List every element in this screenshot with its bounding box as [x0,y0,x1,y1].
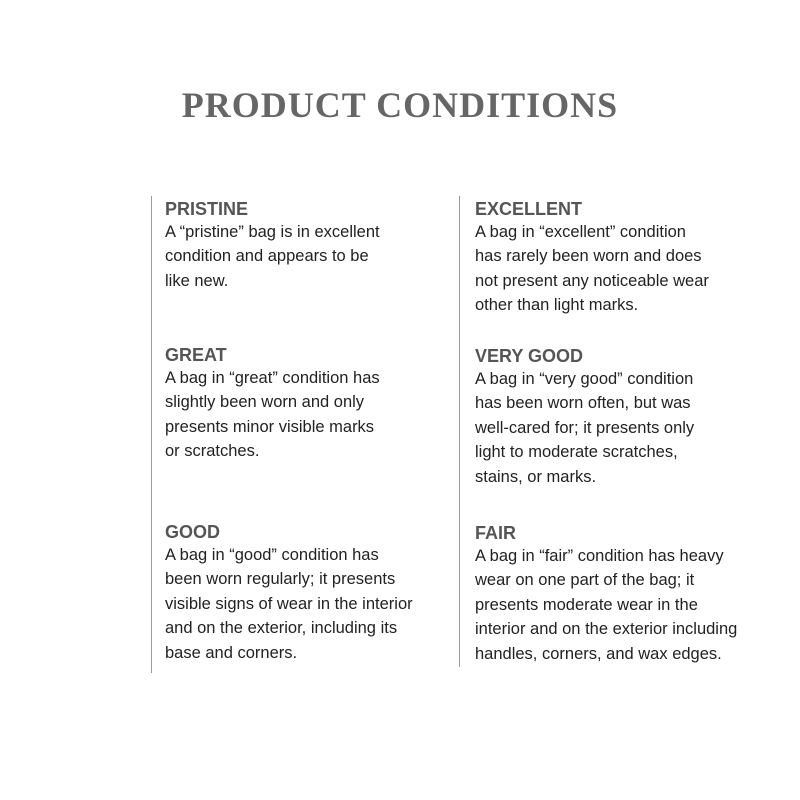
condition-description: A bag in “excellent” condition has rarely been worn and does not present any noticeable wear other than light marks. [475,223,709,315]
condition-heading: GOOD [165,522,221,542]
condition-description: A bag in “good” condition has been worn regularly; it presents visible signs of wear in the interior and on the exterior, including its base and corners. [165,546,413,662]
condition-description: A “pristine” bag is in excellent condition and appears to be like new. [165,223,380,290]
condition-excellent [475,198,780,318]
condition-heading: FAIR [475,523,517,543]
condition-pristine [165,198,455,293]
condition-description: A bag in “fair” condition has heavy wear on one part of the bag; it presents moderate wear in the interior and on the exterior including handles, corners, and wax edges. [475,547,738,663]
condition-heading: GREAT [165,345,227,365]
condition-great [165,344,455,464]
condition-description: A bag in “great” condition has slightly been worn and only presents minor visible marks or scratches. [165,369,380,461]
condition-description: A bag in “very good” condition has been worn often, but was well-cared for; it presents only light to moderate scratches, stains, or marks. [475,370,695,486]
condition-very-good [475,345,780,489]
condition-good [165,521,455,665]
condition-fair [475,522,785,666]
condition-heading: PRISTINE [165,199,249,219]
condition-heading: VERY GOOD [475,346,584,366]
right-column-divider [459,196,460,667]
left-column-divider [151,196,152,673]
page-title: PRODUCT CONDITIONS [181,85,619,125]
condition-heading: EXCELLENT [475,199,583,219]
